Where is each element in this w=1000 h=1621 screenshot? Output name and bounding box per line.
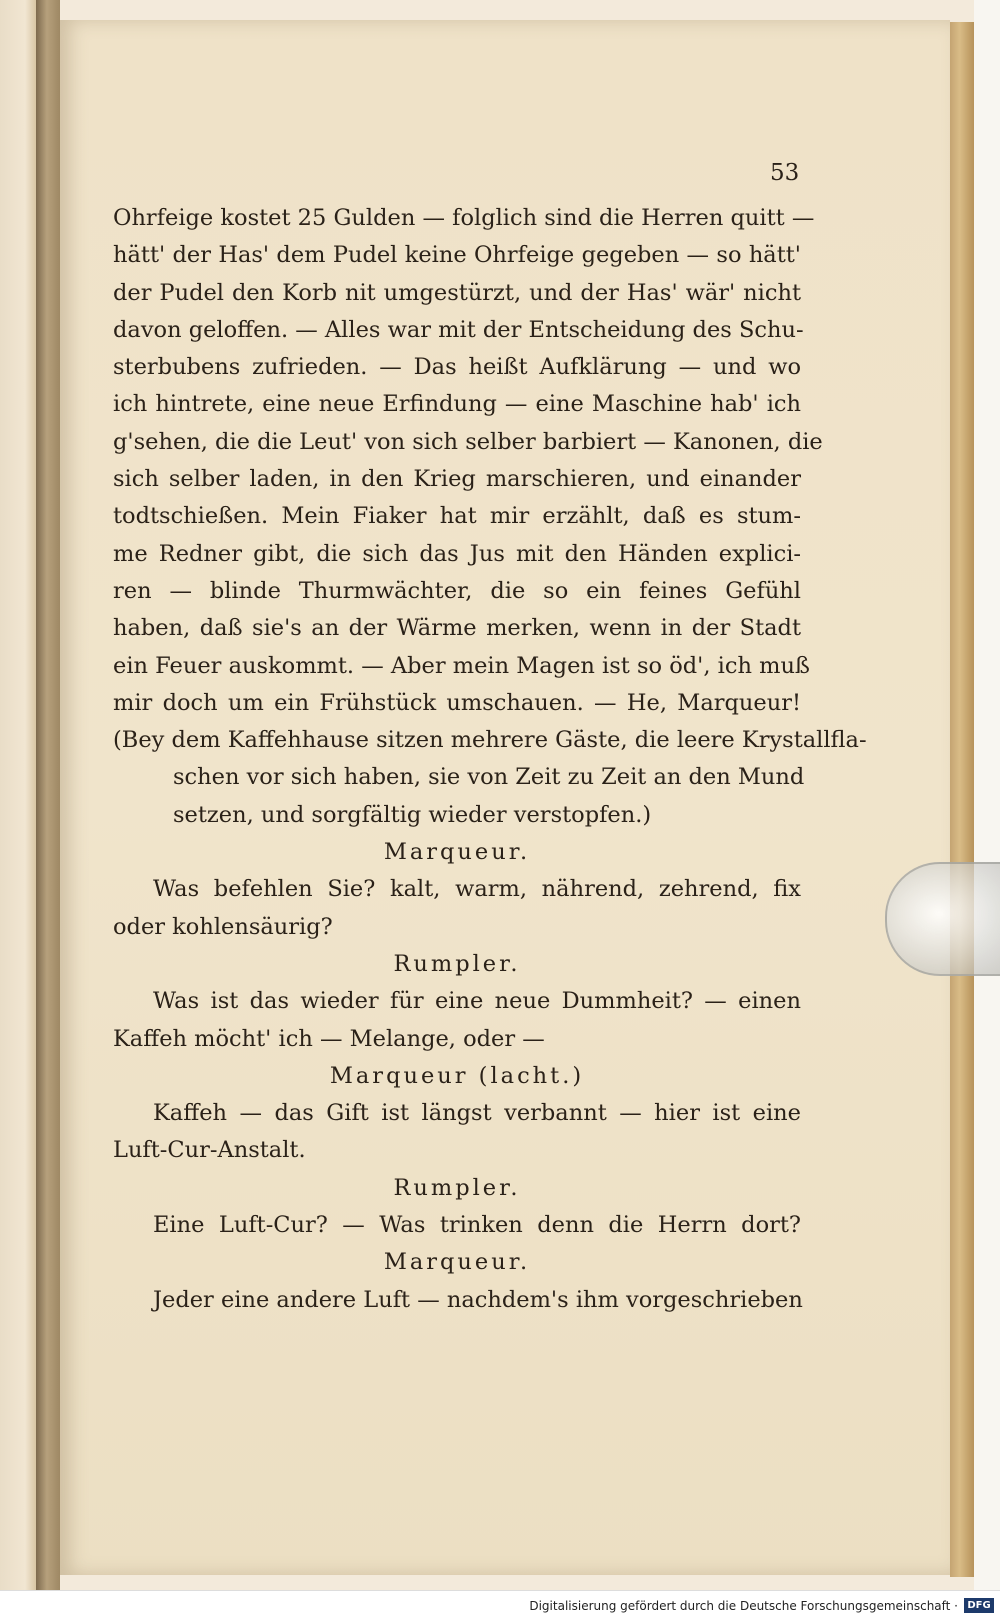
text-line: Ohrfeige kostet 25 Gulden — folglich sind die Herren quitt —	[113, 205, 815, 231]
speaker-name: Marqueur.	[383, 839, 531, 866]
footer-credit: Digitalisierung gefördert durch die Deutsche Forschungsgemeinschaft ·	[529, 1599, 958, 1613]
speaker-name: Rumpler.	[393, 950, 521, 977]
stage-direction-line: schen vor sich haben, sie von Zeit zu Zeit an den Mund	[173, 764, 805, 791]
speaker-name: Marqueur (lacht.)	[329, 1062, 585, 1089]
text-line: mir doch um ein Frühstück umschauen. — He, Marqueur!	[113, 689, 801, 716]
dialogue-line: Jeder eine andere Luft — nachdem's ihm vorgeschrieben	[153, 1286, 803, 1313]
dialogue-line: Kaffeh möcht' ich — Melange, oder —	[113, 1025, 545, 1052]
stage-direction-line: (Bey dem Kaffehhause sitzen mehrere Gäste, die leere Krystallfla-	[113, 727, 867, 754]
left-page-edge	[0, 0, 36, 1590]
page-text	[113, 200, 867, 1319]
text-line: ich hintrete, eine neue Erfindung — eine Maschine hab' ich	[113, 391, 801, 418]
dialogue-line: Luft-Cur-Anstalt.	[113, 1137, 306, 1164]
book-spine	[36, 0, 60, 1590]
dialogue-line: Was befehlen Sie? kalt, warm, nährend, zehrend, fix	[153, 876, 801, 903]
glass-page-holder	[885, 862, 1000, 976]
text-line: haben, daß sie's an der Wärme merken, wenn in der Stadt	[113, 615, 801, 642]
text-line: ren — blinde Thurmwächter, die so ein feines Gefühl	[113, 577, 801, 604]
text-line: hätt' der Has' dem Pudel keine Ohrfeige gegeben — so hätt'	[113, 242, 801, 269]
text-line: g'sehen, die die Leut' von sich selber barbiert — Kanonen, die	[113, 428, 823, 455]
speaker-name: Marqueur.	[383, 1249, 531, 1276]
dialogue-line: Kaffeh — das Gift ist längst verbannt — hier ist eine	[153, 1100, 801, 1127]
dialogue-line: Was ist das wieder für eine neue Dummheit? — einen	[153, 988, 801, 1015]
right-page-edge	[950, 22, 974, 1577]
text-line: sterbubens zufrieden. — Das heißt Aufklärung — und wo	[113, 354, 801, 381]
speaker-name: Rumpler.	[393, 1174, 521, 1201]
footer-bar	[0, 1590, 1000, 1621]
stage-direction-line: setzen, und sorgfältig wieder verstopfen.)	[173, 801, 652, 828]
dfg-logo: DFG	[964, 1598, 994, 1613]
text-line: sich selber laden, in den Krieg marschieren, und einander	[113, 466, 801, 493]
scan-background	[974, 0, 1000, 1590]
text-line: me Redner gibt, die sich das Jus mit den Händen explici-	[113, 540, 801, 567]
dialogue-line: oder kohlensäurig?	[113, 913, 333, 940]
text-line: der Pudel den Korb nit umgestürzt, und der Has' wär' nicht	[113, 279, 801, 306]
text-line: davon geloffen. — Alles war mit der Entscheidung des Schu-	[113, 316, 804, 343]
dialogue-line: Eine Luft-Cur? — Was trinken denn die Herrn dort?	[153, 1212, 801, 1239]
page-number: 53	[770, 160, 800, 186]
text-line: todtschießen. Mein Fiaker hat mir erzählt, daß es stum-	[113, 503, 801, 530]
text-line: ein Feuer auskommt. — Aber mein Magen ist so öd', ich muß	[113, 652, 810, 679]
